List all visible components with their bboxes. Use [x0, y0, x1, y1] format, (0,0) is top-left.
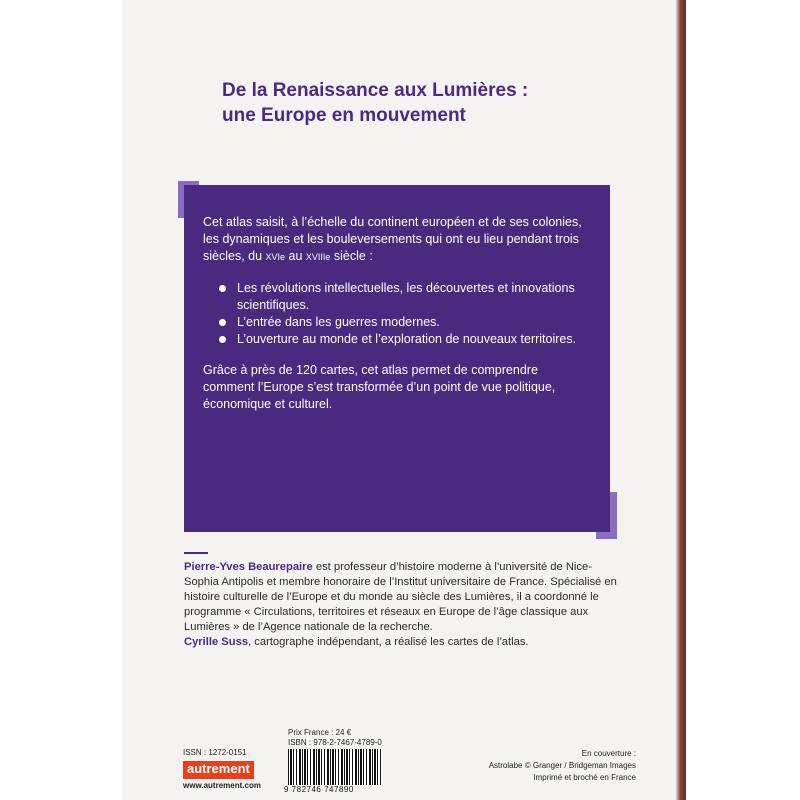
corner-bracket-bottom-right [596, 492, 617, 539]
credit-line-3: Imprimé et broché en France [533, 773, 636, 782]
isbn-text: ISBN : 978-2-7467-4789-0 [288, 738, 382, 747]
list-item: Les révolutions intellectuelles, les découvertes et innovations scientifiques. [229, 280, 590, 314]
summary-conclusion: Grâce à près de 120 cartes, cet atlas permet de comprendre comment l’Europe s’est transformée d’un point de vue politique, économique et culturel. [203, 363, 556, 411]
list-item: L’ouverture au monde et l’exploration de nouveaux territoires. [229, 331, 590, 348]
publisher-url: www.autrement.com [183, 781, 261, 790]
title-line-1: De la Renaissance aux Lumières : [222, 80, 529, 101]
author-name: Pierre-Yves Beaurepaire [184, 561, 313, 573]
title-line-2: une Europe en mouvement [222, 105, 466, 126]
summary-bullet-list [203, 280, 590, 348]
credit-line-2: Astrolabe © Granger / Bridgeman Images [488, 761, 636, 770]
summary-intro [203, 214, 590, 266]
cartographer-description: , cartographe indépendant, a réalisé les cartes de l’atlas. [248, 636, 529, 648]
price-isbn-block [288, 728, 382, 748]
issn-text: ISSN : 1272-0151 [183, 748, 247, 757]
barcode-number: 9 782746 747890 [284, 785, 384, 794]
intro-text-mid: au [285, 249, 306, 263]
list-item: L’entrée dans les guerres modernes. [229, 314, 590, 331]
intro-text-a: Cet atlas saisit, à l’échelle du continent européen et de ses colonies, les dynamiques et les bouleversements qui ont eu lieu pendant trois siècles, du [203, 215, 582, 263]
publisher-logo: autrement [183, 761, 254, 779]
century-start: XVIe [265, 252, 286, 262]
author-description: est professeur d’histoire moderne à l’université de Nice-Sophia Antipolis et membre honoraire de l’Institut universitaire de France. Spécialisé en histoire culturelle de l’Europe et du monde au siècle des Lumières, il a coordonné le programme « Circulations, territoires et réseaux en Europe de l’âge classique aux Lumières » de l’Agence nationale de la recherche. [184, 561, 617, 633]
cover-credit [480, 748, 636, 784]
century-end: XVIIIe [305, 252, 331, 262]
cartographer-paragraph [184, 635, 624, 650]
cartographer-name: Cyrille Suss [184, 636, 249, 648]
bio-divider [184, 552, 208, 554]
credit-line-1: En couverture : [581, 749, 636, 758]
intro-text-b: siècle : [330, 249, 373, 263]
author-bio [184, 560, 624, 650]
book-spine-edge [676, 0, 686, 800]
price-text: Prix France : 24 € [288, 728, 352, 737]
summary-box [184, 185, 610, 532]
book-title [222, 78, 642, 128]
barcode [288, 749, 382, 785]
author-paragraph [184, 560, 624, 635]
